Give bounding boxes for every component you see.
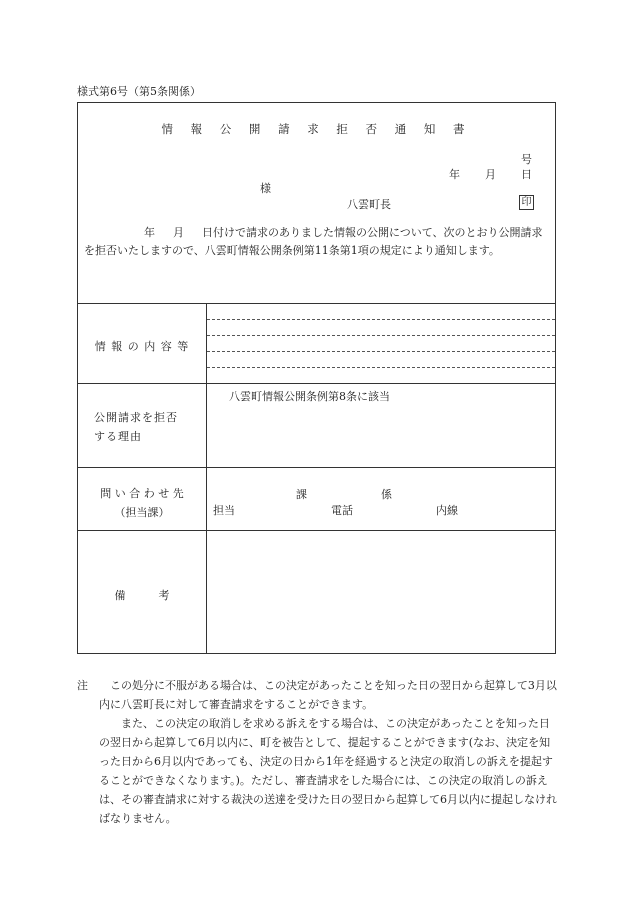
- body-month: 月: [173, 226, 184, 239]
- dotted-line: [207, 319, 555, 320]
- reason-label: [78, 409, 206, 444]
- day-label: 日: [521, 168, 532, 181]
- contact-label-line1: 問 い 合 わ せ 先: [100, 487, 184, 500]
- note-head: 注: [77, 679, 88, 692]
- info-content-label: 情 報 の 内 容 等: [94, 340, 190, 353]
- note-paragraph-2: また、この決定の取消しを求める訴えをする場合は、この決定があったことを知った日の翌日から起算して6月以内に、町を被告として、提起することができます(なお、決定を知った日から6月以内であっても、決定の日から1年を経過すると決定の取消しの訴えを提起することができなくなります。)。ただし、審査請求をした場合には、この決定の取消しの訴えは、その審査請求に対する裁決の送達を受けた日の翌日から起算して6月以内に提起しなければなりません。: [99, 717, 557, 825]
- divider-line: [78, 303, 555, 304]
- number-label: 号: [521, 153, 532, 166]
- dotted-line: [207, 367, 555, 368]
- divider-line: [78, 383, 555, 384]
- form-title: 情 報 公 開 請 求 拒 否 通 知 書: [161, 122, 472, 136]
- issuer-name: 八雲町長: [347, 198, 391, 211]
- contact-label: [78, 485, 206, 520]
- divider-line: [78, 467, 555, 468]
- dotted-line: [207, 335, 555, 336]
- year-label: 年: [449, 168, 460, 181]
- note-text-1: この処分に不服がある場合は、この決定があったことを知った日の翌日から起算して3月以内に八雲町長に対して審査請求をすることができます。: [99, 679, 557, 711]
- contact-section: 課: [296, 488, 307, 501]
- notice-form: [77, 102, 556, 654]
- month-label: 月: [485, 168, 496, 181]
- seal-mark: 印: [519, 195, 534, 210]
- reason-value: 八雲町情報公開条例第8条に該当: [229, 390, 390, 403]
- contact-subsection: 係: [381, 488, 392, 501]
- reason-label-line2: する理由: [94, 430, 142, 443]
- body-text: 日付けで請求のありました情報の公開について、次のとおり公開請求を拒否いたしますので、八雲町情報公開条例第11条第1項の規定により通知します。: [84, 226, 543, 257]
- notes-section: [77, 676, 558, 828]
- dotted-line: [207, 351, 555, 352]
- addressee-suffix: 様: [260, 182, 271, 195]
- body-year: 年: [144, 226, 155, 239]
- remarks-label: 備 考: [114, 589, 170, 602]
- contact-phone: 電話: [331, 504, 353, 517]
- notice-body: [84, 224, 550, 260]
- reason-label-line1: 公開請求を拒否: [94, 411, 178, 424]
- column-divider: [206, 303, 207, 654]
- divider-line: [78, 530, 555, 531]
- contact-extension: 内線: [436, 504, 458, 517]
- form-number: 様式第6号（第5条関係）: [77, 85, 201, 98]
- note-paragraph: [77, 676, 558, 714]
- contact-person: 担当: [213, 504, 235, 517]
- contact-label-line2: （担当課）: [114, 506, 170, 519]
